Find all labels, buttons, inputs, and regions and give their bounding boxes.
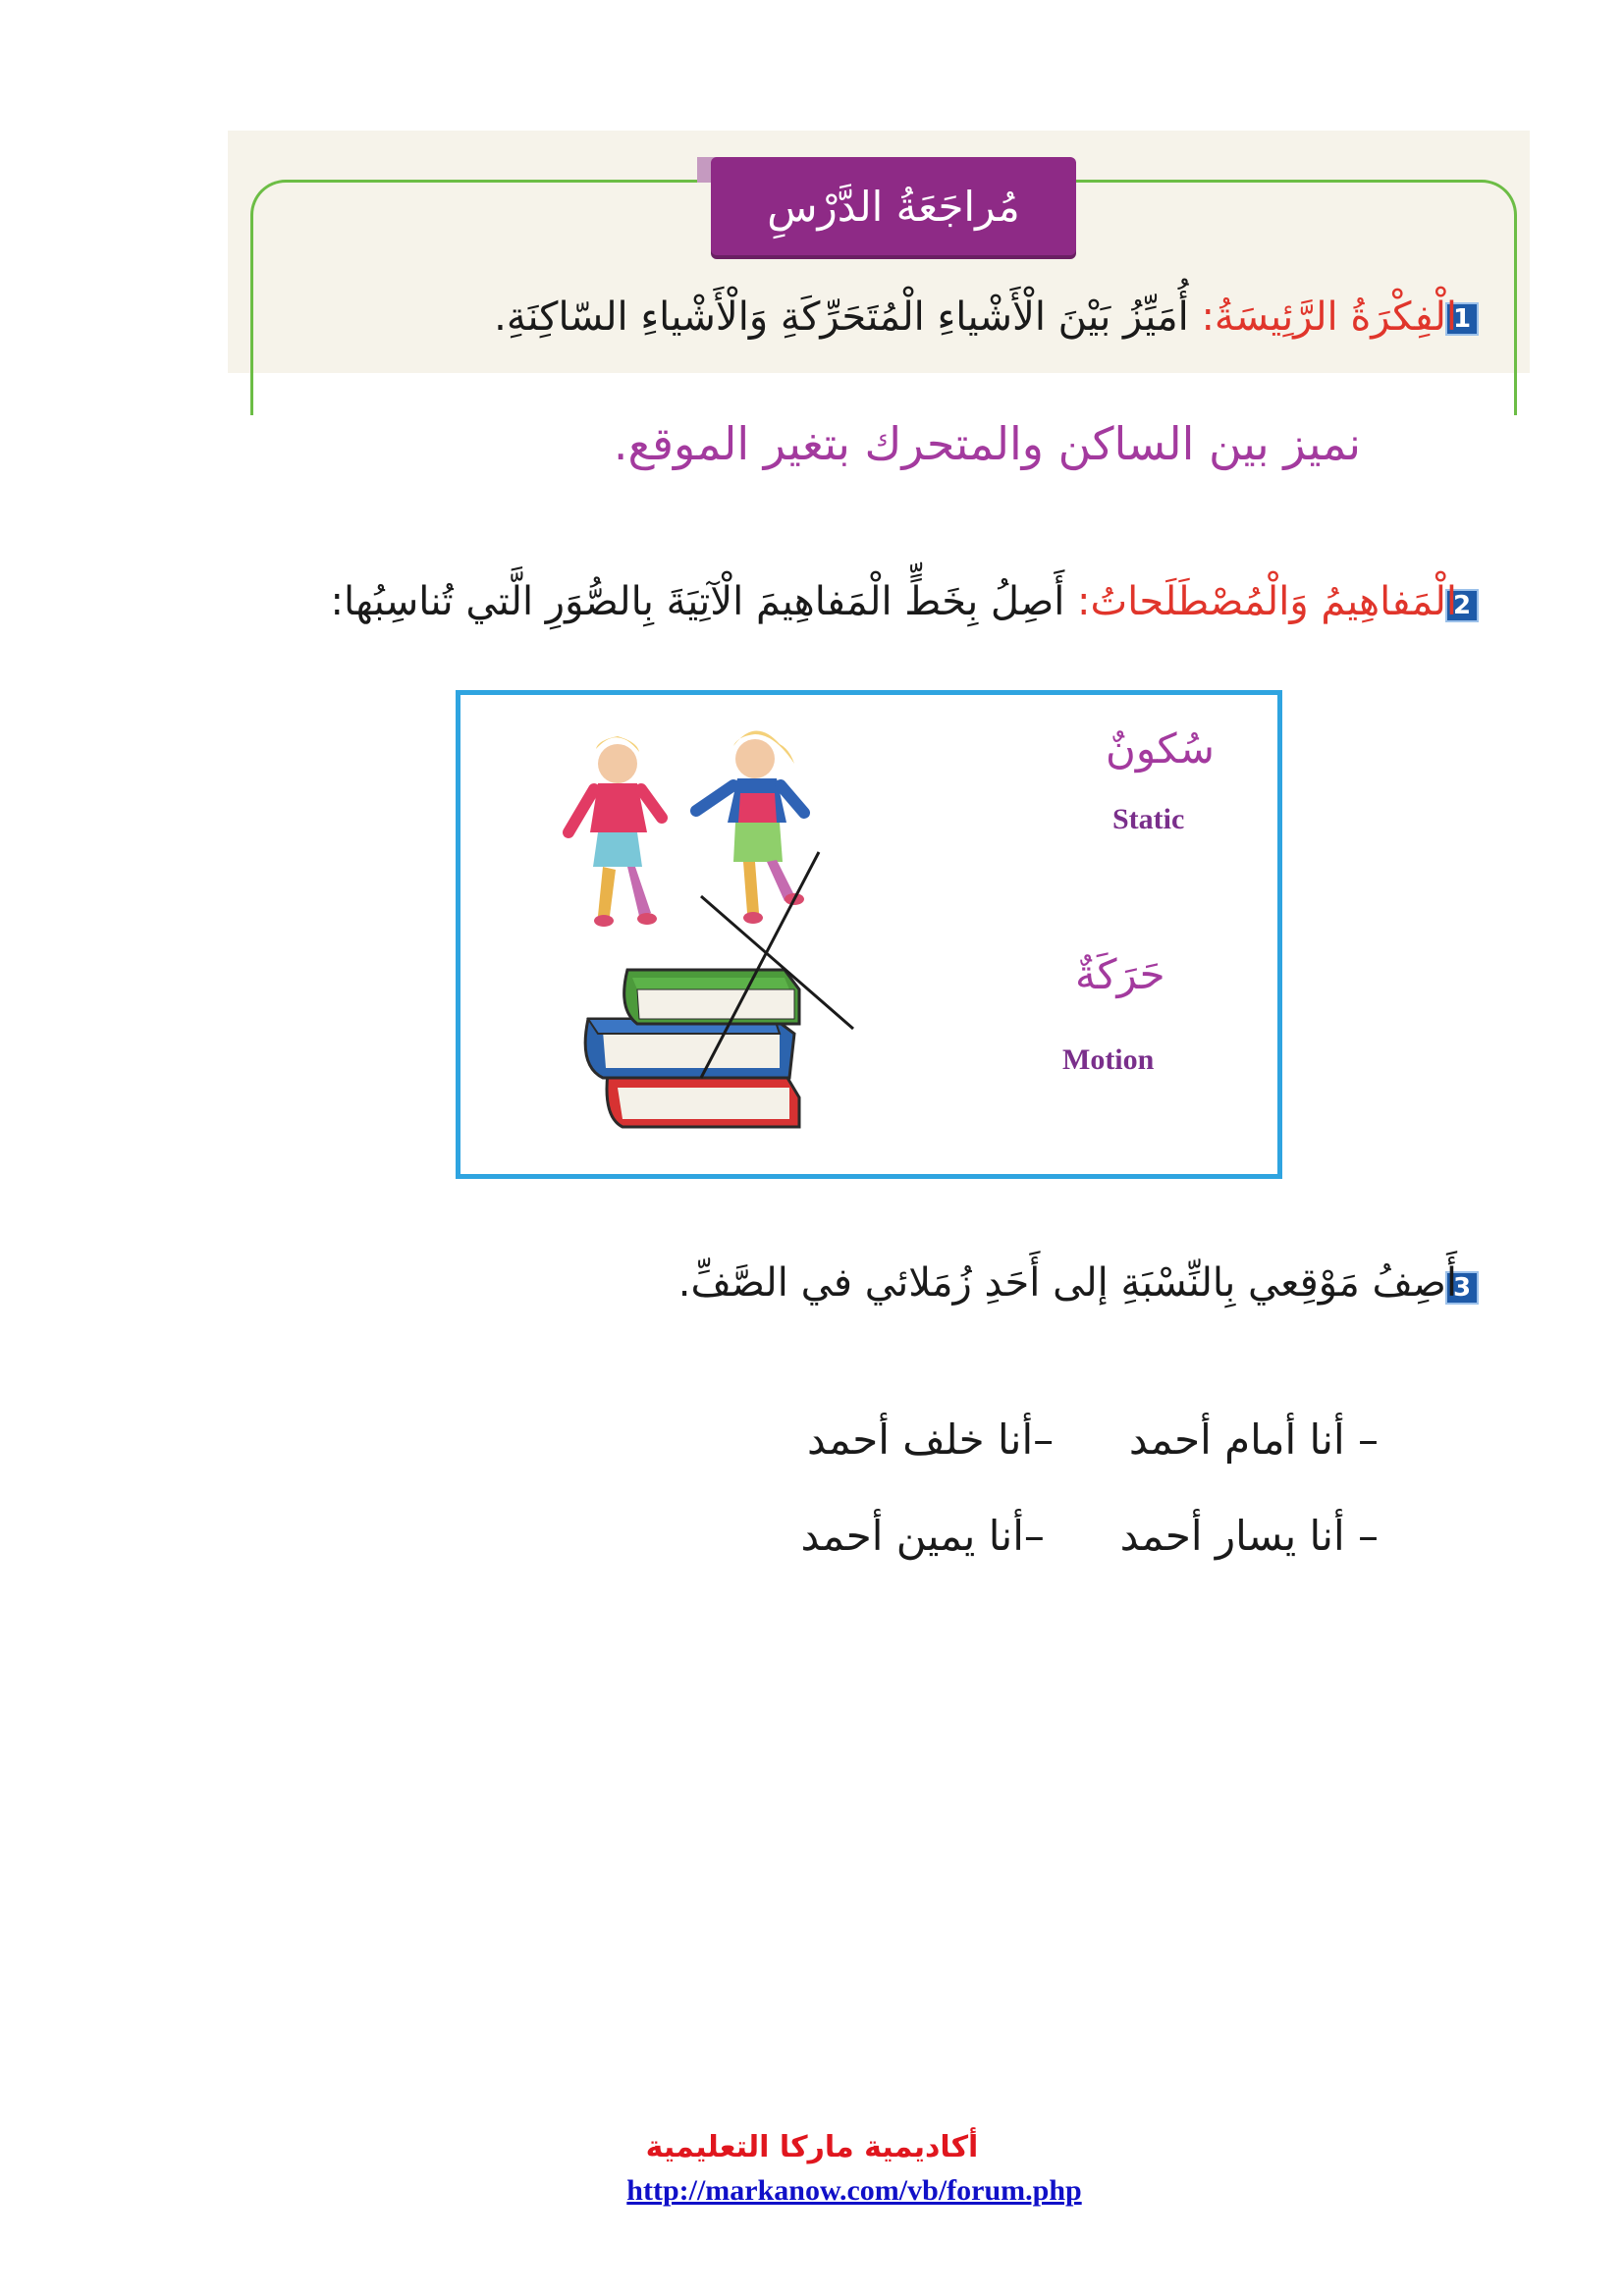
question-2 [331, 579, 1457, 624]
question-1 [494, 294, 1457, 340]
question-2-label: الْمَفاهِيمُ وَالْمُصْطَلَحاتُ: [1077, 579, 1457, 624]
banner-title: مُراجَعَةُ الدَّرْسِ [711, 157, 1076, 255]
question-2-number: 2 [1445, 589, 1479, 622]
question-1-number: 1 [1445, 302, 1479, 336]
question-1-answer: نميز بين الساكن والمتحرك بتغير الموقع. [613, 417, 1361, 470]
question-3-text: أَصِفُ مَوْقِعي بِالنِّسْبَةِ إلى أَحَدِ زُمَلائي في الصَّفِّ. [677, 1260, 1457, 1306]
answer-1b: –أنا خلف أحمد [806, 1415, 1055, 1464]
matching-exercise [456, 690, 1282, 1179]
answer-2b: –أنا يمين أحمد [800, 1512, 1045, 1560]
term-motion-arabic: حَرَكَةٌ [1075, 950, 1165, 998]
question-3-answer-1 [807, 1415, 1379, 1464]
book-stack-image [585, 970, 799, 1127]
term-motion-english: Motion [1062, 1043, 1155, 1076]
question-3-answer-2 [800, 1512, 1379, 1560]
running-girls-image [568, 730, 804, 927]
question-3-number: 3 [1445, 1271, 1479, 1305]
footer-link[interactable]: http://markanow.com/vb/forum.php [626, 2174, 1082, 2207]
term-static-arabic: سُكونٌ [1106, 724, 1215, 773]
question-1-label: الْفِكْرَةُ الرَّئِيسَةُ: [1201, 294, 1457, 340]
question-1-text: أُمَيِّزُ بَيْنَ الْأَشْياءِ الْمُتَحَرِّكَةِ وَالْأَشْياءِ السّاكِنَةِ. [494, 294, 1202, 340]
question-2-text: أَصِلُ بِخَطٍّ الْمَفاهِيمَ الْآتِيَةَ بِالصُّوَرِ الَّتي تُناسِبُها: [330, 579, 1078, 624]
answer-2a: – أنا يسار أحمد [1119, 1512, 1379, 1560]
answer-1a: – أنا أمام أحمد [1128, 1415, 1379, 1464]
footer-academy-name: أكاديمية ماركا التعليمية [645, 2130, 979, 2164]
term-static-english: Static [1112, 803, 1185, 835]
